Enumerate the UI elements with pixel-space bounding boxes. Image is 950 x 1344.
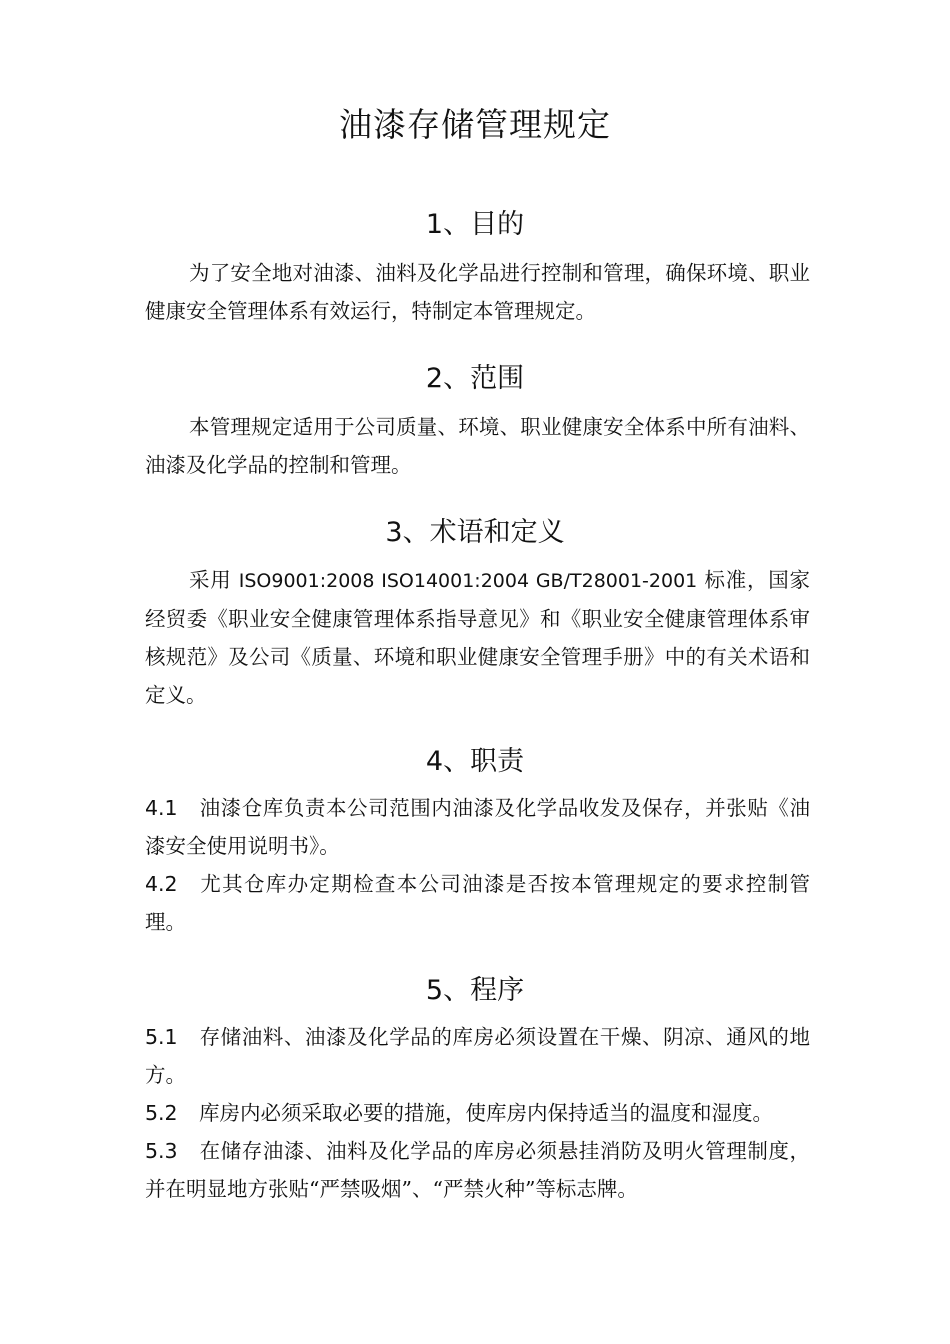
section-4-heading bbox=[0, 742, 950, 782]
section-5-title: 、程序 bbox=[443, 975, 525, 1006]
section-4-item bbox=[145, 865, 810, 941]
item-number: 5.1 bbox=[145, 1025, 178, 1049]
item-number: 5.2 bbox=[145, 1101, 178, 1125]
section-5-item bbox=[145, 1018, 810, 1094]
section-5-heading bbox=[0, 971, 950, 1011]
section-4-number: 4 bbox=[425, 746, 444, 777]
section-5-number: 5 bbox=[425, 975, 444, 1006]
item-number: 4.2 bbox=[145, 872, 178, 896]
section-3-body-prefix: 采用 bbox=[189, 568, 239, 592]
section-3-title: 、术语和定义 bbox=[402, 517, 565, 548]
item-text: 在储存油漆、油料及化学品的库房必须悬挂消防及明火管理制度，并在明显地方张贴“严禁吸烟”、“严禁火种”等标志牌。 bbox=[145, 1139, 810, 1201]
section-1-number: 1 bbox=[425, 209, 444, 240]
item-text: 油漆仓库负责本公司范围内油漆及化学品收发及保存，并张贴《油漆安全使用说明书》。 bbox=[145, 796, 810, 858]
item-text: 尤其仓库办定期检查本公司油漆是否按本管理规定的要求控制管理。 bbox=[145, 872, 810, 934]
section-4-title: 、职责 bbox=[443, 746, 525, 777]
section-5-item bbox=[145, 1132, 810, 1208]
section-2-body: 本管理规定适用于公司质量、环境、职业健康安全体系中所有油料、油漆及化学品的控制和管理。 bbox=[145, 415, 810, 477]
section-3-body bbox=[145, 561, 810, 714]
section-3-number: 3 bbox=[385, 517, 403, 548]
section-5-item bbox=[145, 1094, 810, 1132]
item-text: 存储油料、油漆及化学品的库房必须设置在干燥、阴凉、通风的地方。 bbox=[145, 1025, 810, 1087]
section-3-body-suffix: 标准，国家经贸委《职业安全健康管理体系指导意见》和《职业安全健康管理体系审核规范》及公司《质量、环境和职业健康安全管理手册》中的有关术语和定义。 bbox=[145, 568, 810, 707]
section-1-title: 、目的 bbox=[443, 209, 525, 240]
section-2-heading bbox=[0, 359, 950, 399]
item-text: 库房内必须采取必要的措施，使库房内保持适当的温度和湿度。 bbox=[199, 1101, 773, 1125]
section-3-heading bbox=[0, 513, 950, 553]
document-title: 油漆存储管理规定 bbox=[339, 105, 611, 144]
item-number: 4.1 bbox=[145, 796, 178, 820]
section-1-heading bbox=[0, 205, 950, 245]
section-3-standards: ISO9001:2008 ISO14001:2004 GB/T28001-2001 bbox=[238, 570, 698, 592]
section-1-body: 为了安全地对油漆、油料及化学品进行控制和管理，确保环境、职业健康安全管理体系有效运行，特制定本管理规定。 bbox=[145, 261, 810, 323]
item-number: 5.3 bbox=[145, 1139, 178, 1163]
section-4-item bbox=[145, 789, 810, 865]
section-2-number: 2 bbox=[425, 363, 444, 394]
section-2-title: 、范围 bbox=[443, 363, 525, 394]
